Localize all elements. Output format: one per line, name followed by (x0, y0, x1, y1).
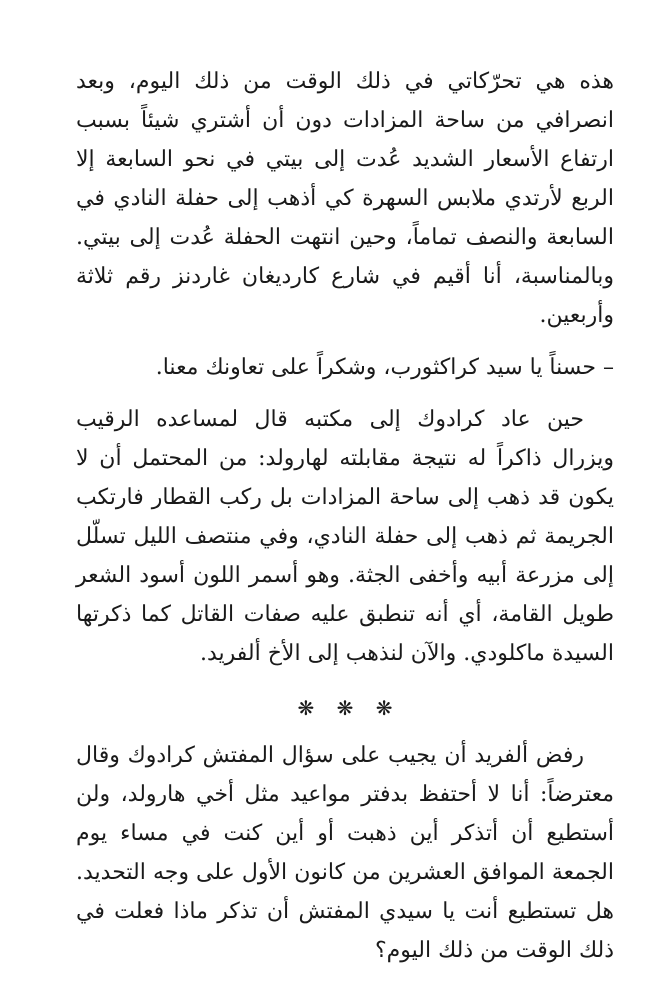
paragraph-3: حين عاد كرادوك إلى مكتبه قال لمساعده الرقيب ويزرال ذاكراً له نتيجة مقابلته لهارولد: من المحتمل أن لا يكون قد ذهب إلى ساحة المزادات بل ركب القطار فارتكب الجريمة ثم ذهب إلى حفلة النادي، وفي منتصف الليل تسلّل إلى مزرعة أبيه وأخفى الجثة. وهو أسمر اللون أسود الشعر طويل القامة، أي أنه تنطبق عليه صفات القاتل كما ذكرتها السيدة ماكلودي. والآن لنذهب إلى الأخ ألفريد. (76, 407, 614, 666)
asterism-mark: ❋ (375, 696, 393, 720)
asterism-mark: ❋ (297, 696, 315, 720)
book-page (76, 62, 614, 983)
asterism-mark: ❋ (336, 696, 354, 720)
paragraph-4: رفض ألفريد أن يجيب على سؤال المفتش كرادوك وقال معترضاً: أنا لا أحتفظ بدفتر مواعيد مثل أخي هارولد، ولن أستطيع أن أتذكر أين ذهبت أو أين كنت في مساء يوم الجمعة الموافق العشرين من كانون الأول على وجه التحديد. هل تستطيع أنت يا سيدي المفتش أن تذكر ماذا فعلت في ذلك الوقت من ذلك اليوم؟ (76, 743, 614, 963)
paragraph-2-dialogue: – حسناً يا سيد كراكثورب، وشكراً على تعاونك معنا. (155, 355, 614, 380)
paragraph-1: هذه هي تحرّكاتي في ذلك الوقت من ذلك اليوم، وبعد انصرافي من ساحة المزادات دون أن أشتري شيئاً بسبب ارتفاع الأسعار الشديد عُدت إلى بيتي في نحو السابعة إلا الربع لأرتدي ملابس السهرة كي أذهب إلى حفلة النادي في السابعة والنصف تماماً، وحين انتهت الحفلة عُدت إلى بيتي. وبالمناسبة، أنا أقيم في شارع كارديغان غاردنز رقم ثلاثة وأربعين. (76, 69, 614, 328)
section-divider (76, 686, 614, 730)
